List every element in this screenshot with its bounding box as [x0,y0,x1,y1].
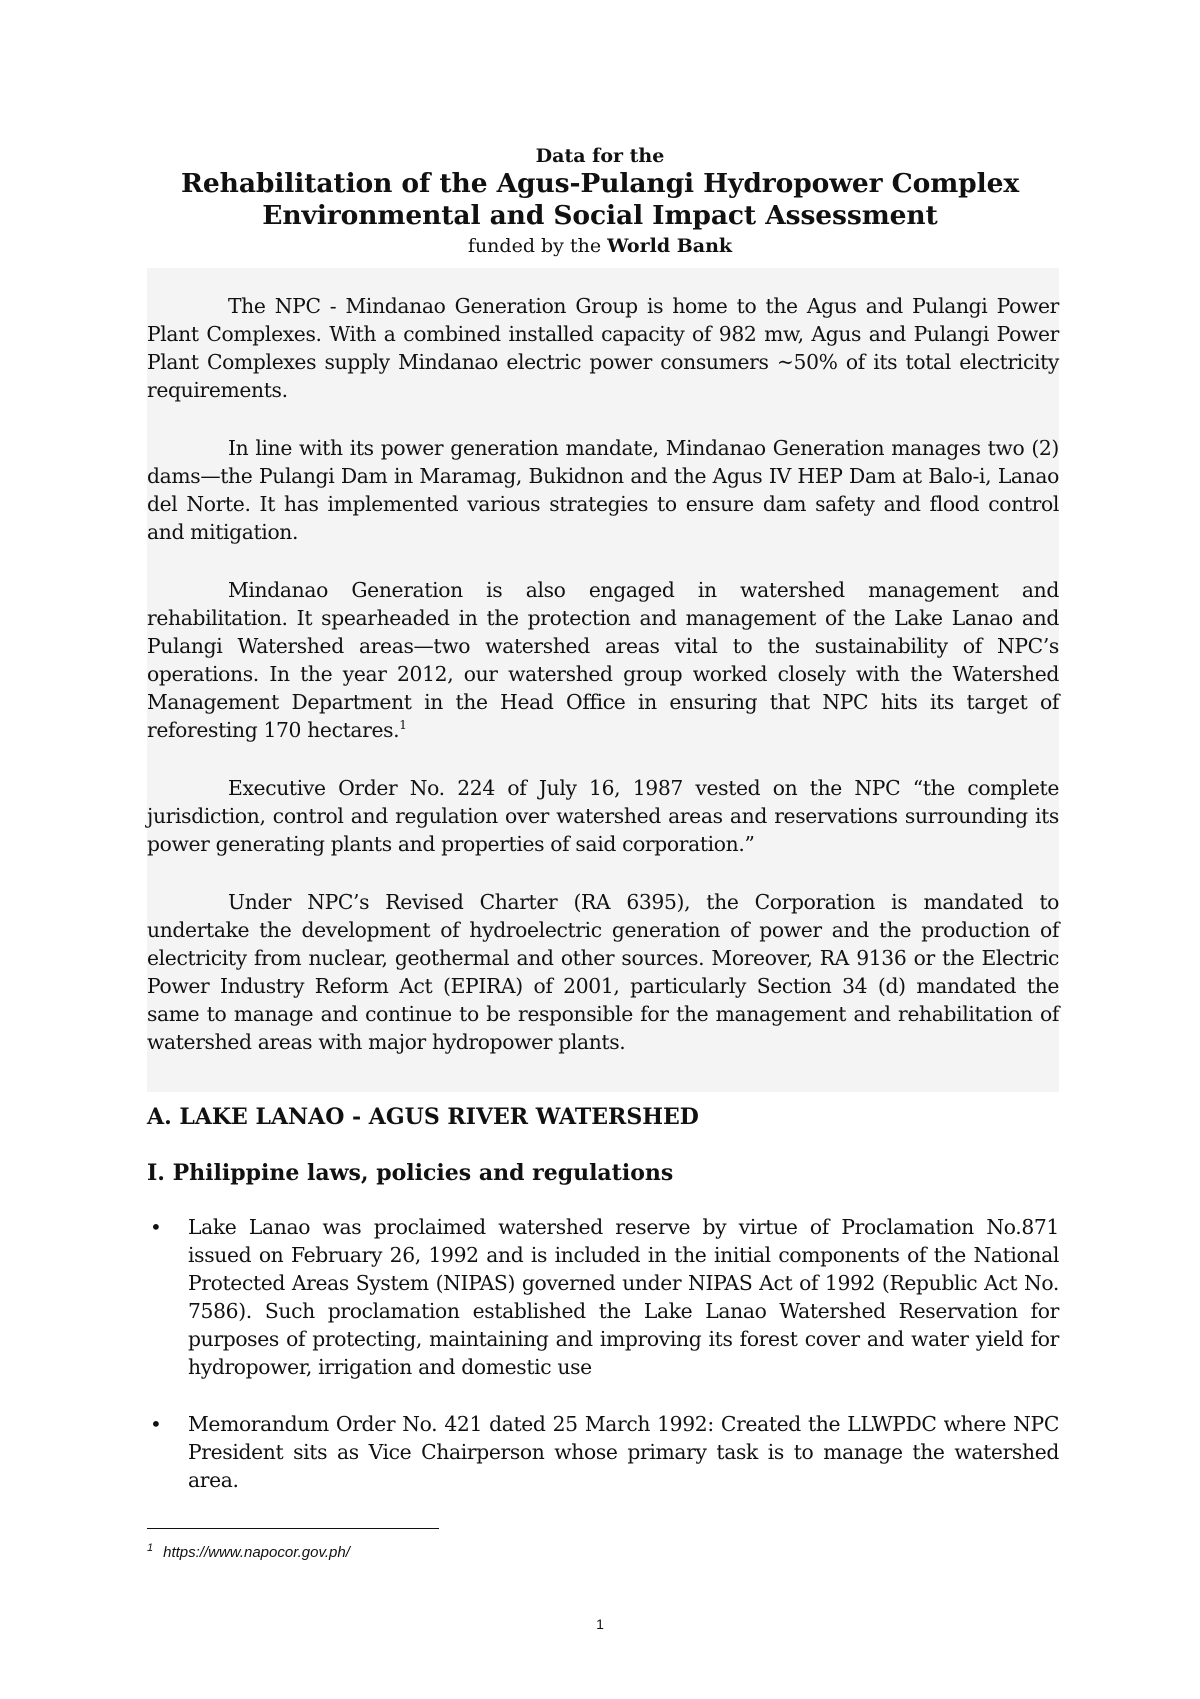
footnote-number: 1 [147,1542,154,1554]
paragraph-1: The NPC - Mindanao Generation Group is home to the Agus and Pulangi Power Plant Complexes. With a combined installed capacity of 982 mw, Agus and Pulangi Power Plant Complexes supply Mindanao electric power consumers ~50% of its total electricity requirements. [147,294,1059,402]
bullet-icon: • [150,1215,162,1239]
title-block [0,144,1200,258]
list-item-text: Memorandum Order No. 421 dated 25 March 1992: Created the LLWPDC where NPC President sits as Vice Chairperson whose primary task is to manage the watershed area. [188,1412,1059,1492]
footnote-reference[interactable]: 1 [399,718,407,733]
section-heading: A. LAKE LANAO - AGUS RIVER WATERSHED [147,1104,699,1130]
title-line-2: Environmental and Social Impact Assessment [262,200,938,231]
paragraph-5: Under NPC’s Revised Charter (RA 6395), the Corporation is mandated to undertake the development of hydroelectric generation of power and the production of electricity from nuclear, geothermal and other sources. Moreover, RA 9136 or the Electric Power Industry Reform Act (EPIRA) of 2001, particularly Section 34 (d) mandated the same to manage and continue to be responsible for the management and rehabilitation of watershed areas with major hydropower plants. [147,890,1059,1054]
bullet-icon: • [150,1412,162,1436]
page-number: 1 [596,1616,604,1632]
subsection-heading: I. Philippine laws, policies and regulations [147,1160,674,1186]
paragraph-2: In line with its power generation mandate, Mindanao Generation manages two (2) dams—the Pulangi Dam in Maramag, Bukidnon and the Agus IV HEP Dam at Balo-i, Lanao del Norte. It has implemented various strategies to ensure dam safety and flood control and mitigation. [147,436,1059,544]
paragraph-3-text: Mindanao Generation is also engaged in watershed management and rehabilitation. It spearheaded in the protection and management of the Lake Lanao and Pulangi Watershed areas—two watershed areas vital to the sustainability of NPC’s operations. In the year 2012, our watershed group worked closely with the Watershed Management Department in the Head Office in ensuring that NPC hits its target of reforesting 170 hectares. [147,578,1059,742]
footnote-separator [147,1528,439,1529]
funded-prefix: funded by the [467,235,602,257]
list-item-text: Lake Lanao was proclaimed watershed reserve by virtue of Proclamation No.871 issued on February 26, 1992 and is included in the initial components of the National Protected Areas System (NIPAS) governed under NIPAS Act of 1992 (Republic Act No. 7586). Such proclamation established the Lake Lanao Watershed Reservation for purposes of protecting, maintaining and improving its forest cover and water yield for hydropower, irrigation and domestic use [188,1215,1059,1379]
funding-line [0,234,1200,258]
title-line-1: Rehabilitation of the Agus-Pulangi Hydropower Complex [180,168,1020,199]
list-item [147,1410,1059,1494]
footnote-link[interactable]: https://www.napocor.gov.ph/ [163,1544,350,1561]
paragraph-4: Executive Order No. 224 of July 16, 1987 vested on the NPC “the complete jurisdiction, control and regulation over watershed areas and reservations surrounding its power generating plants and properties of said corporation.” [147,776,1059,856]
list-item [147,1213,1059,1381]
paragraph-3 [147,576,1059,744]
title-pre: Data for the [535,145,665,167]
footnote [147,1538,350,1563]
funder-name: World Bank [607,235,733,257]
